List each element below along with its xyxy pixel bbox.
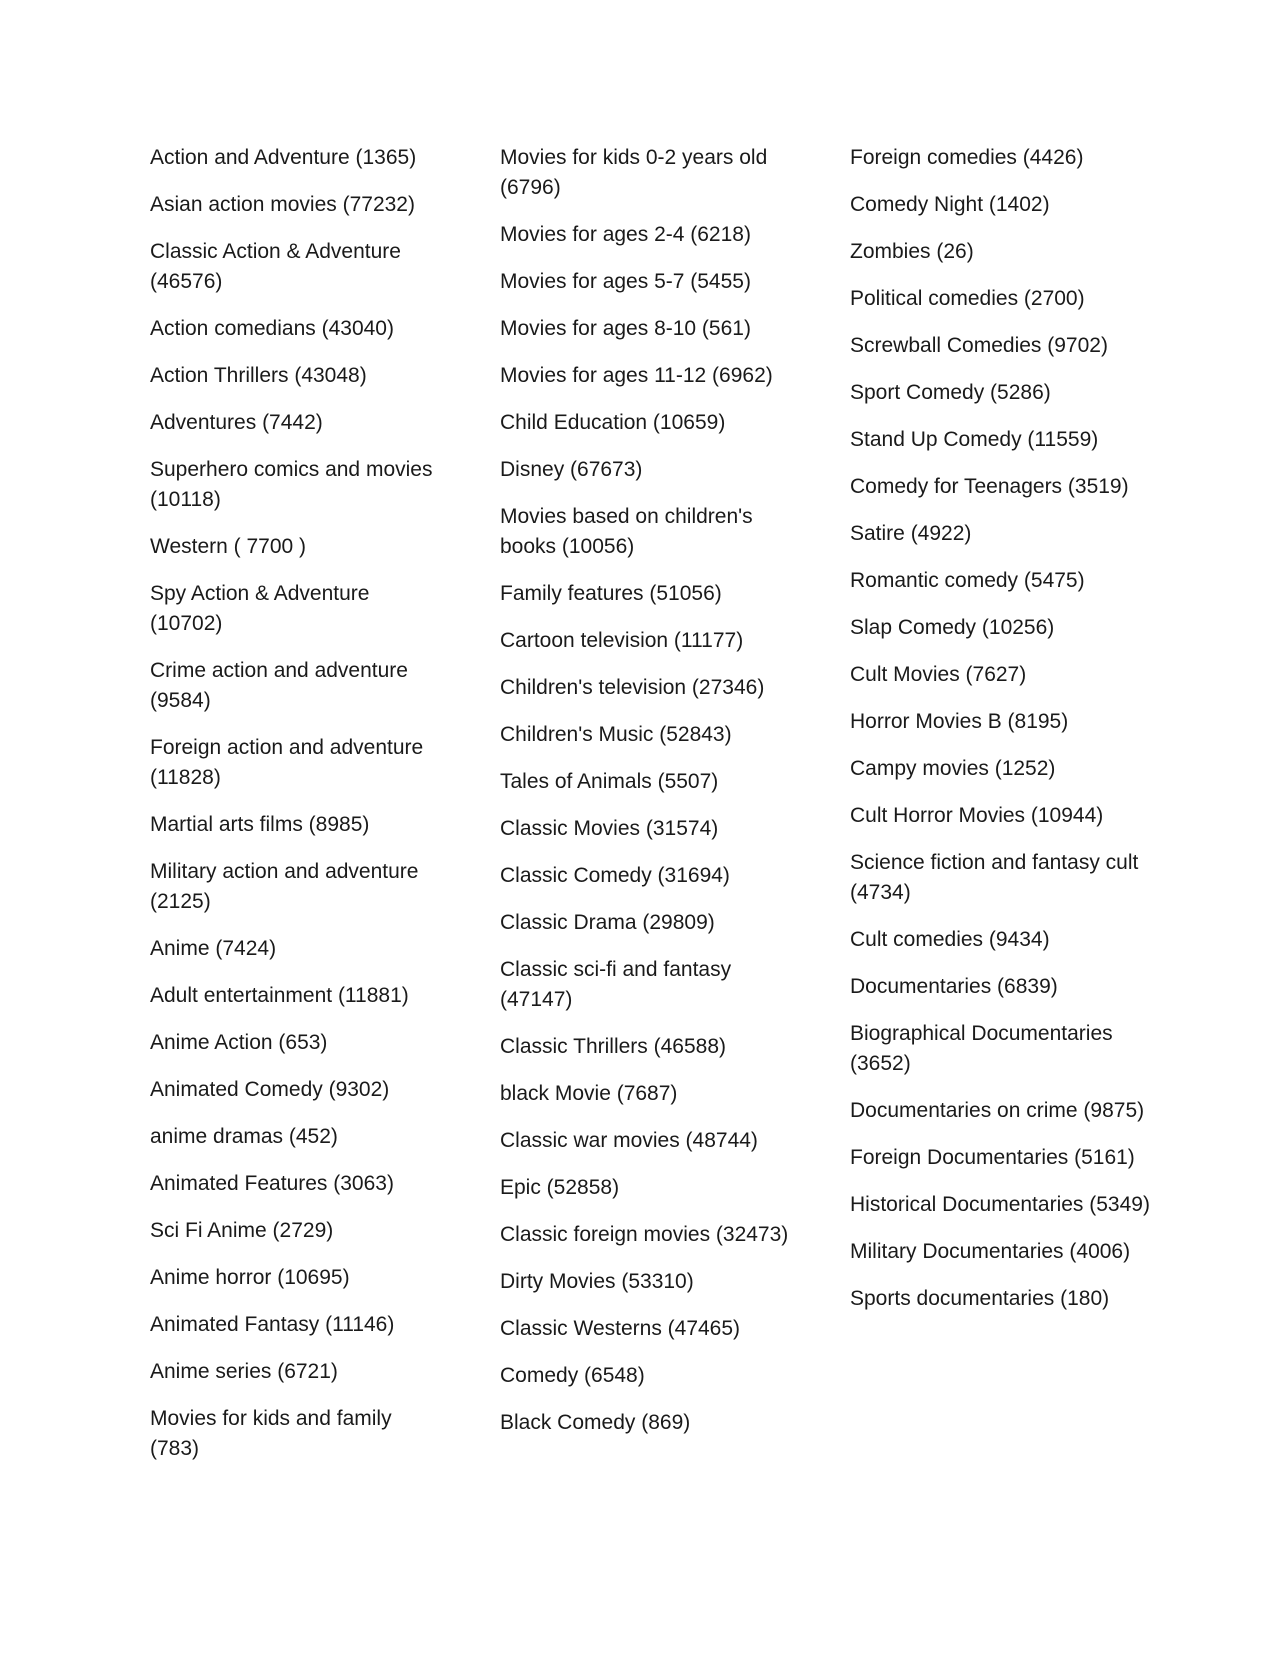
genre-item: Comedy Night (1402): [850, 193, 1050, 216]
genre-item: Science fiction and fantasy cult (4734): [850, 851, 1139, 904]
genre-item: Classic war movies (48744): [500, 1129, 758, 1152]
genre-item: Movies for ages 8-10 (561): [500, 317, 751, 340]
genre-item: Historical Documentaries (5349): [850, 1193, 1150, 1216]
genre-item: Anime series (6721): [150, 1360, 338, 1383]
genre-item: Movies for ages 11-12 (6962): [500, 364, 773, 387]
genre-item: Action Thrillers (43048): [150, 364, 367, 387]
genre-item: Movies based on children's books (10056): [500, 505, 753, 558]
genre-item: Animated Comedy (9302): [150, 1078, 390, 1101]
genre-item: anime dramas (452): [150, 1125, 338, 1148]
genre-item: Adventures (7442): [150, 411, 323, 434]
genre-column-2: [500, 143, 800, 1455]
genre-item: Military action and adventure (2125): [150, 860, 419, 913]
genre-item: Children's television (27346): [500, 676, 765, 699]
genre-item: Crime action and adventure (9584): [150, 659, 408, 712]
genre-item: Classic foreign movies (32473): [500, 1223, 789, 1246]
genre-item: Superhero comics and movies (10118): [150, 458, 433, 511]
genre-item: Comedy (6548): [500, 1364, 645, 1387]
genre-item: Cult Horror Movies (10944): [850, 804, 1104, 827]
genre-item: Anime Action (653): [150, 1031, 328, 1054]
genre-item: Movies for ages 2-4 (6218): [500, 223, 751, 246]
genre-item: Stand Up Comedy (11559): [850, 428, 1099, 451]
genre-item: Western ( 7700 ): [150, 535, 307, 558]
genre-item: Asian action movies (77232): [150, 193, 415, 216]
genre-item: Martial arts films (8985): [150, 813, 370, 836]
genre-item: Biographical Documentaries (3652): [850, 1022, 1113, 1075]
genre-item: Foreign Documentaries (5161): [850, 1146, 1135, 1169]
genre-item: Children's Music (52843): [500, 723, 732, 746]
genre-item: Action comedians (43040): [150, 317, 394, 340]
genre-item: Political comedies (2700): [850, 287, 1085, 310]
genre-item: Romantic comedy (5475): [850, 569, 1085, 592]
genre-item: Anime horror (10695): [150, 1266, 350, 1289]
genre-item: Horror Movies B (8195): [850, 710, 1069, 733]
genre-item: Classic Action & Adventure (46576): [150, 240, 401, 293]
genre-item: Foreign comedies (4426): [850, 146, 1084, 169]
genre-item: Child Education (10659): [500, 411, 726, 434]
genre-item: Animated Fantasy (11146): [150, 1313, 395, 1336]
genre-item: Satire (4922): [850, 522, 972, 545]
genre-item: Military Documentaries (4006): [850, 1240, 1131, 1263]
genre-item: Adult entertainment (11881): [150, 984, 409, 1007]
genre-item: Documentaries on crime (9875): [850, 1099, 1145, 1122]
genre-item: Classic Drama (29809): [500, 911, 715, 934]
genre-item: Sci Fi Anime (2729): [150, 1219, 334, 1242]
genre-item: Classic Comedy (31694): [500, 864, 730, 887]
genre-item: Anime (7424): [150, 937, 277, 960]
genre-item: Sports documentaries (180): [850, 1287, 1110, 1310]
genre-item: Tales of Animals (5507): [500, 770, 719, 793]
genre-item: Classic Movies (31574): [500, 817, 719, 840]
genre-item: Animated Features (3063): [150, 1172, 394, 1195]
genre-item: Movies for kids and family (783): [150, 1407, 392, 1460]
genre-item: Movies for kids 0-2 years old (6796): [500, 146, 768, 199]
genre-item: Classic Thrillers (46588): [500, 1035, 727, 1058]
genre-item: Dirty Movies (53310): [500, 1270, 694, 1293]
genre-item: Documentaries (6839): [850, 975, 1058, 998]
genre-item: Foreign action and adventure (11828): [150, 736, 424, 789]
genre-item: Black Comedy (869): [500, 1411, 691, 1434]
genre-item: Cult Movies (7627): [850, 663, 1027, 686]
genre-item: Cult comedies (9434): [850, 928, 1050, 951]
genre-item: Classic sci-fi and fantasy (47147): [500, 958, 732, 1011]
genre-item: Spy Action & Adventure (10702): [150, 582, 370, 635]
genre-item: Movies for ages 5-7 (5455): [500, 270, 751, 293]
genre-item: Epic (52858): [500, 1176, 620, 1199]
genre-item: Screwball Comedies (9702): [850, 334, 1108, 357]
genre-item: Disney (67673): [500, 458, 643, 481]
genre-column-1: [150, 143, 440, 1481]
genre-item: black Movie (7687): [500, 1082, 678, 1105]
genre-item: Family features (51056): [500, 582, 722, 605]
genre-item: Comedy for Teenagers (3519): [850, 475, 1129, 498]
genre-item: Cartoon television (11177): [500, 629, 744, 652]
genre-item: Sport Comedy (5286): [850, 381, 1051, 404]
genre-item: Slap Comedy (10256): [850, 616, 1055, 639]
genre-item: Classic Westerns (47465): [500, 1317, 741, 1340]
genre-item: Campy movies (1252): [850, 757, 1056, 780]
genre-item: Action and Adventure (1365): [150, 146, 417, 169]
genre-item: Zombies (26): [850, 240, 974, 263]
genre-column-3: [850, 143, 1150, 1331]
